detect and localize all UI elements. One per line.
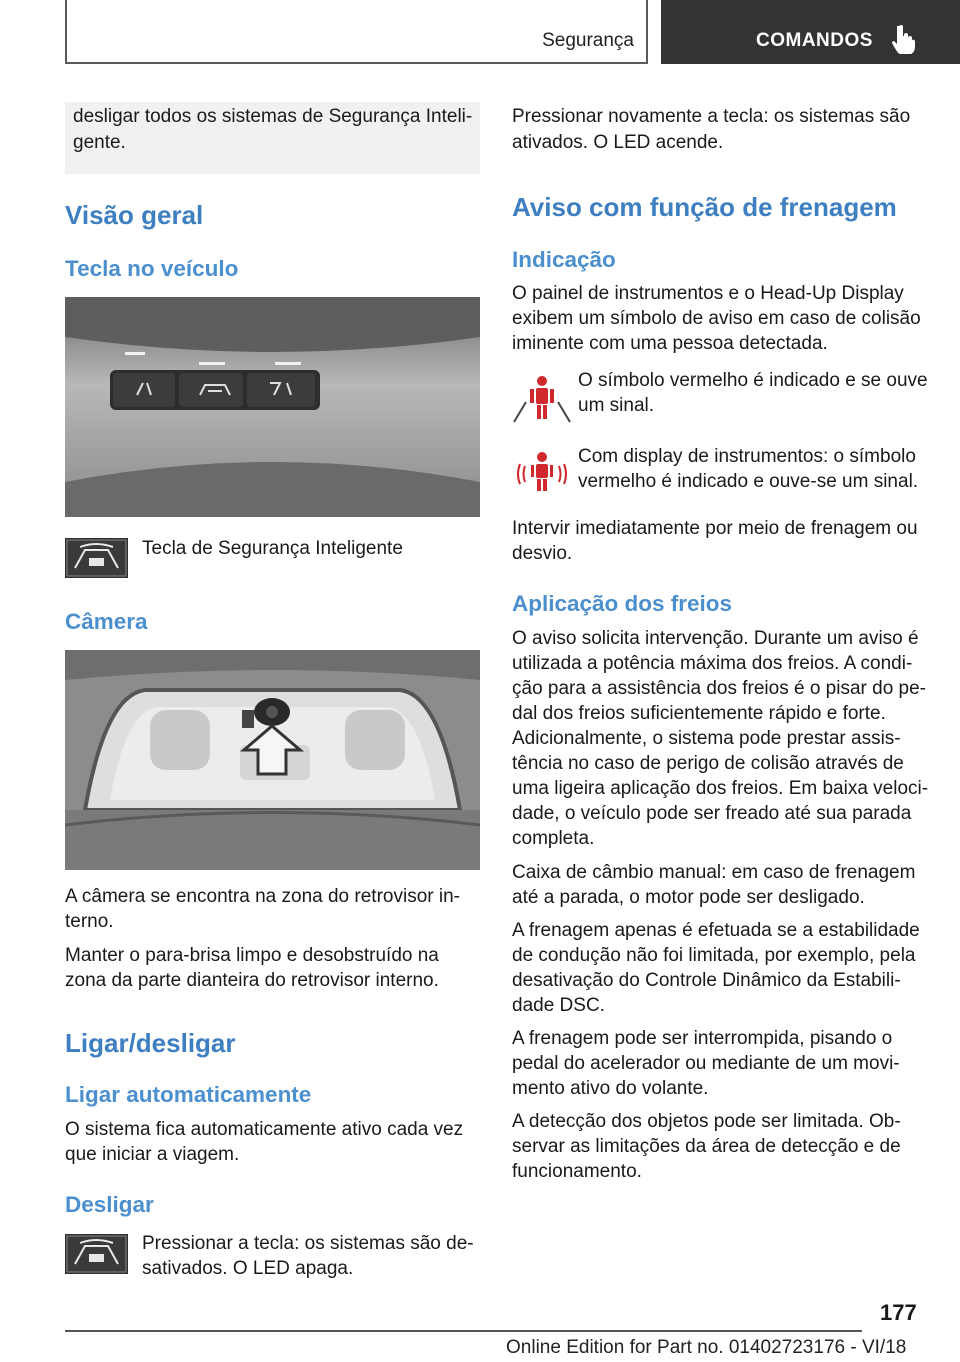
desligar-text-1: Pressionar a tecla: os sistemas são de‐: [142, 1233, 474, 1254]
heading-visao-geral: Visão geral: [65, 200, 204, 230]
aplicacao-p1-line-9: completa.: [512, 828, 595, 849]
aplicacao-p1-line-5: Adicionalmente, o sistema pode prestar assis‐: [512, 728, 901, 749]
chapter-tab[interactable]: [661, 0, 960, 64]
aplicacao-p1-line-4: dal dos freios suficientemente rápido e forte.: [512, 703, 886, 724]
footer-divider: [65, 1330, 862, 1332]
windshield-camera-illustration: [65, 650, 480, 870]
heading-aviso-frenagem: Aviso com função de frenagem: [512, 192, 897, 222]
aplicacao-p4-line-3: mento ativo do volante.: [512, 1078, 709, 1099]
aplicacao-p3-line-2: de condução não foi limitada, por exemplo, pela: [512, 945, 916, 966]
indicacao-text-3: iminente com uma pessoa detectada.: [512, 333, 828, 354]
aplicacao-p4-line-2: pedal do acelerador ou mediante de um movi‐: [512, 1053, 900, 1074]
aplicacao-p2-line-1: Caixa de câmbio manual: em caso de frenagem: [512, 862, 916, 883]
aplicacao-p4-line-1: A frenagem pode ser interrompida, pisando o: [512, 1028, 893, 1049]
photo-camera-location: [65, 650, 480, 870]
footer-edition: Online Edition for Part no. 01402723176 - VI/18: [506, 1337, 907, 1358]
safety-button-icon: [65, 538, 128, 583]
intervir-text-2: desvio.: [512, 543, 573, 564]
aplicacao-p2-line-2: até a parada, o motor pode ser desligado.: [512, 887, 865, 908]
auto-text-1: O sistema fica automaticamente ativo cada vez: [65, 1119, 464, 1140]
aplicacao-p1-line-2: utilizada a potência máxima dos freios. A condi‐: [512, 653, 913, 674]
camera-text-1b: terno.: [65, 911, 114, 932]
symbol-1-text-2: um sinal.: [578, 395, 655, 416]
hand-pointer-icon: [891, 24, 917, 54]
pedestrian-warning-icon: [512, 372, 572, 432]
safety-button-icon-2: [65, 1234, 128, 1279]
heading-aplicacao-freios: Aplicação dos freios: [512, 591, 733, 616]
heading-indicacao: Indicação: [512, 247, 616, 272]
indicacao-text-2: exibem um símbolo de aviso em caso de colisão: [512, 308, 921, 329]
aplicacao-p5-line-2: servar as limitações da área de detecção e de: [512, 1136, 901, 1157]
heading-camera: Câmera: [65, 609, 148, 634]
heading-ligar-automaticamente: Ligar automaticamente: [65, 1082, 312, 1107]
heading-ligar-desligar: Ligar/desligar: [65, 1028, 236, 1058]
aplicacao-p1-line-7: uma ligeira aplicação dos freios. Em baixa veloci‐: [512, 778, 929, 799]
note-line-2: gente.: [73, 132, 126, 153]
reativar-text-1: Pressionar novamente a tecla: os sistemas são: [512, 106, 911, 127]
aplicacao-p3-line-4: dade DSC.: [512, 995, 605, 1016]
note-line-1: desligar todos os sistemas de Segurança Inteli‐: [73, 106, 473, 127]
section-title: Segurança: [542, 30, 634, 51]
heading-desligar: Desligar: [65, 1192, 154, 1217]
reativar-text-2: ativados. O LED acende.: [512, 132, 724, 153]
aplicacao-p1-line-8: dade, o veículo pode ser freado até sua parada: [512, 803, 912, 824]
desligar-text-2: sativados. O LED apaga.: [142, 1258, 354, 1279]
symbol-2-text-1: Com display de instrumentos: o símbolo: [578, 446, 916, 467]
intervir-text-1: Intervir imediatamente por meio de frenagem ou: [512, 518, 918, 539]
pedestrian-sound-warning-icon: [512, 450, 572, 500]
heading-tecla-no-veiculo: Tecla no veículo: [65, 256, 239, 281]
aplicacao-p3-line-3: desativação do Controle Dinâmico da Estabili‐: [512, 970, 901, 991]
aplicacao-p5-line-1: A detecção dos objetos pode ser limitada. Ob‐: [512, 1111, 901, 1132]
aplicacao-p1-line-3: ção para a assistência dos freios é o pisar do pe‐: [512, 678, 927, 699]
aplicacao-p5-line-3: funcionamento.: [512, 1161, 642, 1182]
aplicacao-p1-line-6: tência no caso de perigo de colisão através de: [512, 753, 904, 774]
header-frame: [65, 0, 648, 64]
symbol-1-text-1: O símbolo vermelho é indicado e se ouve: [578, 370, 928, 391]
aplicacao-p3-line-1: A frenagem apenas é efetuada se a estabilidade: [512, 920, 920, 941]
button-panel-illustration: [65, 297, 480, 517]
page-number: 177: [880, 1300, 917, 1325]
auto-text-2: que iniciar a viagem.: [65, 1144, 240, 1165]
aplicacao-p1-line-1: O aviso solicita intervenção. Durante um aviso é: [512, 628, 919, 649]
camera-text-2b: zona da parte dianteira do retrovisor interno.: [65, 970, 439, 991]
chapter-tab-label: COMANDOS: [756, 30, 873, 51]
indicacao-text-1: O painel de instrumentos e o Head-Up Display: [512, 283, 904, 304]
symbol-2-text-2: vermelho é indicado e ouve-se um sinal.: [578, 471, 919, 492]
camera-text-1a: A câmera se encontra na zona do retrovisor in‐: [65, 886, 460, 907]
photo-button-panel: [65, 297, 480, 517]
camera-text-2a: Manter o para-brisa limpo e desobstruído na: [65, 945, 439, 966]
caption-tecla: Tecla de Segurança Inteligente: [142, 538, 403, 559]
